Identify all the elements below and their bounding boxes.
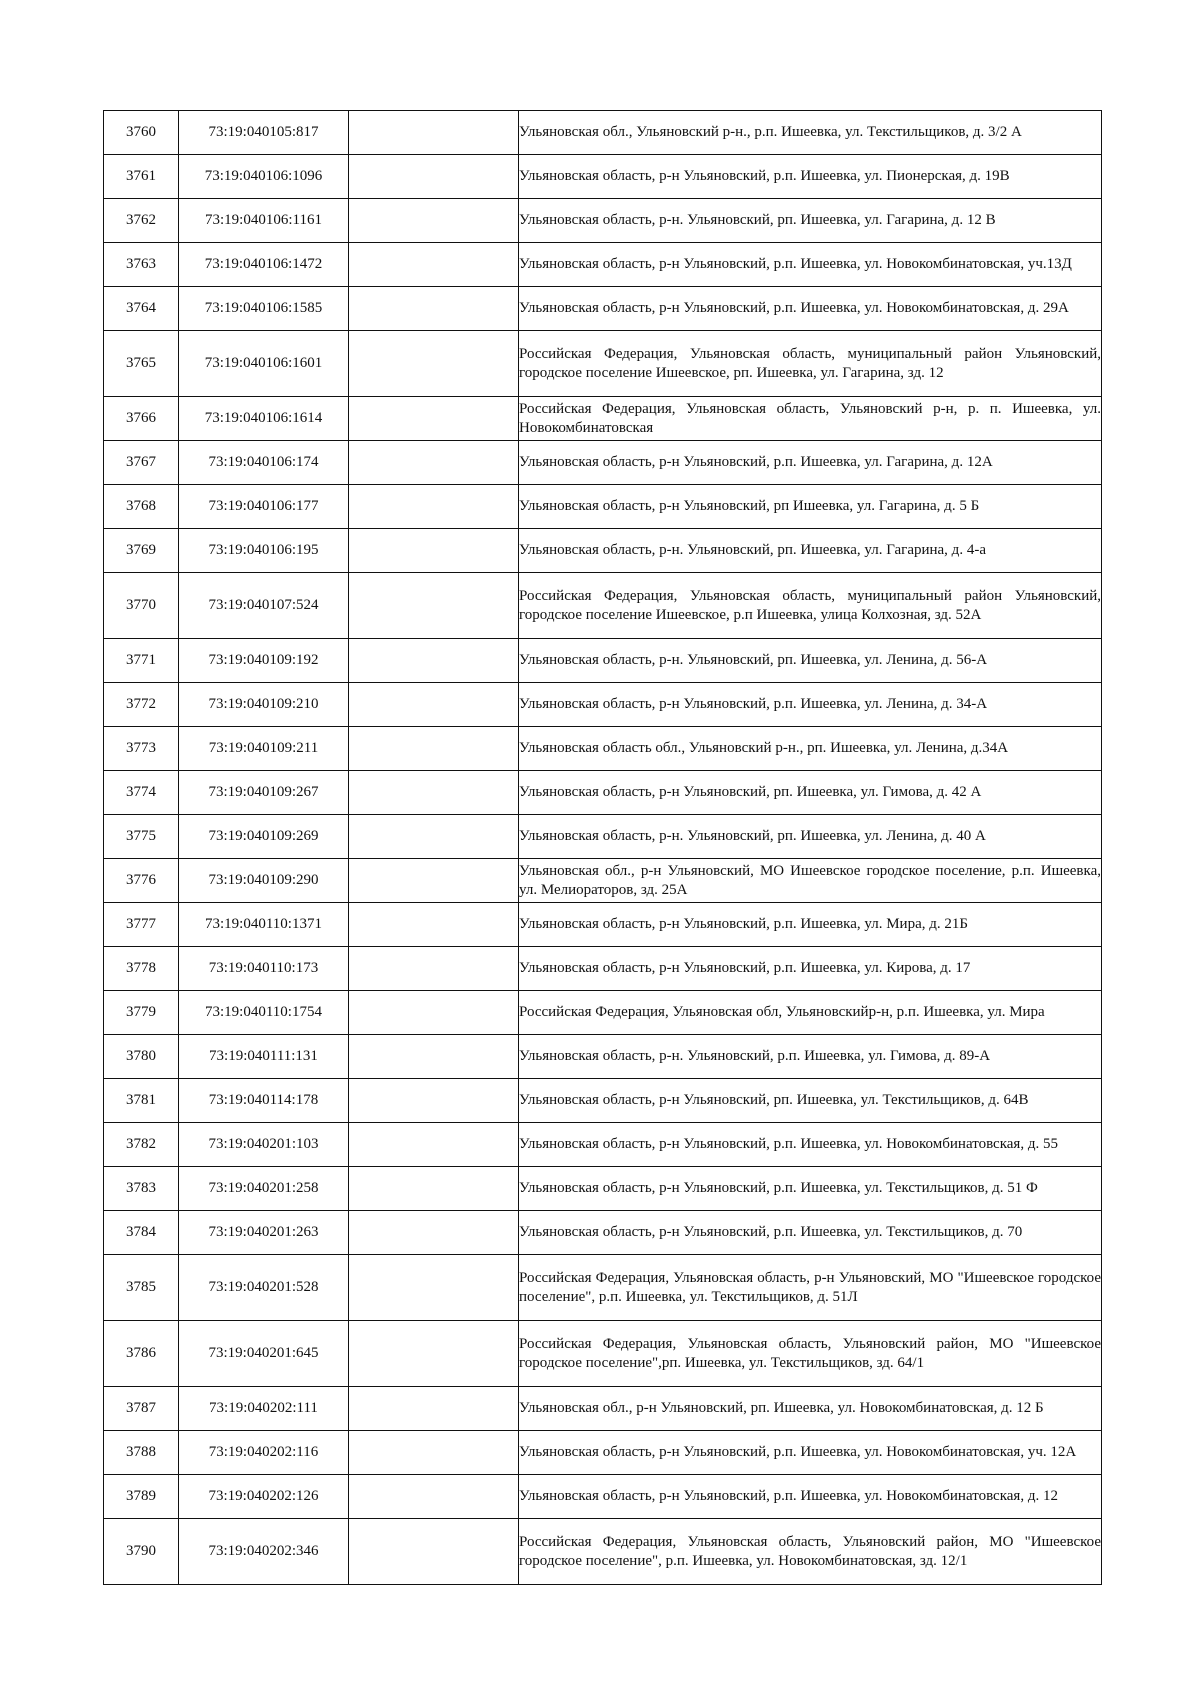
extra-info	[349, 529, 519, 573]
table-row	[104, 111, 1102, 155]
row-number: 3784	[104, 1211, 179, 1255]
row-number: 3767	[104, 441, 179, 485]
address: Российская Федерация, Ульяновская область, муниципальный район Ульяновский, городское поселение Ишеевское, р.п Ишеевка, улица Колхозная, зд. 52А	[519, 573, 1102, 639]
extra-info	[349, 441, 519, 485]
address: Ульяновская область, р-н. Ульяновский, рп. Ишеевка, ул. Гагарина, д. 12 В	[519, 199, 1102, 243]
table-row	[104, 1519, 1102, 1585]
address: Ульяновская область, р-н Ульяновский, р.п. Ишеевка, ул. Новокомбинатовская, уч.13Д	[519, 243, 1102, 287]
row-number: 3779	[104, 991, 179, 1035]
table-row	[104, 1387, 1102, 1431]
table-row	[104, 397, 1102, 441]
address: Ульяновская область, р-н. Ульяновский, р.п. Ишеевка, ул. Гимова, д. 89-А	[519, 1035, 1102, 1079]
cadastral-number: 73:19:040202:126	[179, 1475, 349, 1519]
extra-info	[349, 397, 519, 441]
extra-info	[349, 111, 519, 155]
row-number: 3777	[104, 903, 179, 947]
address: Российская Федерация, Ульяновская обл, Ульяновскийр-н, р.п. Ишеевка, ул. Мира	[519, 991, 1102, 1035]
extra-info	[349, 287, 519, 331]
extra-info	[349, 1255, 519, 1321]
address: Ульяновская область, р-н Ульяновский, р.п. Ишеевка, ул. Пионерская, д. 19В	[519, 155, 1102, 199]
extra-info	[349, 331, 519, 397]
row-number: 3762	[104, 199, 179, 243]
address: Ульяновская область, р-н Ульяновский, рп. Ишеевка, ул. Гимова, д. 42 А	[519, 771, 1102, 815]
address: Ульяновская область, р-н Ульяновский, р.п. Ишеевка, ул. Мира, д. 21Б	[519, 903, 1102, 947]
cadastral-number: 73:19:040109:267	[179, 771, 349, 815]
extra-info	[349, 683, 519, 727]
row-number: 3763	[104, 243, 179, 287]
address: Ульяновская обл., р-н Ульяновский, рп. Ишеевка, ул. Новокомбинатовская, д. 12 Б	[519, 1387, 1102, 1431]
address: Ульяновская область, р-н Ульяновский, р.п. Ишеевка, ул. Новокомбинатовская, д. 12	[519, 1475, 1102, 1519]
cadastral-number: 73:19:040106:195	[179, 529, 349, 573]
extra-info	[349, 727, 519, 771]
cadastral-number: 73:19:040201:103	[179, 1123, 349, 1167]
cadastral-number: 73:19:040106:174	[179, 441, 349, 485]
table-row	[104, 331, 1102, 397]
table-row	[104, 1255, 1102, 1321]
cadastral-number: 73:19:040111:131	[179, 1035, 349, 1079]
extra-info	[349, 1519, 519, 1585]
address: Ульяновская область, р-н Ульяновский, р.п. Ишеевка, ул. Гагарина, д. 12А	[519, 441, 1102, 485]
extra-info	[349, 1035, 519, 1079]
cadastral-number: 73:19:040106:1472	[179, 243, 349, 287]
cadastral-number: 73:19:040109:269	[179, 815, 349, 859]
extra-info	[349, 1123, 519, 1167]
address: Ульяновская область, р-н Ульяновский, р.п. Ишеевка, ул. Кирова, д. 17	[519, 947, 1102, 991]
property-table-body	[104, 111, 1102, 1585]
table-row	[104, 1321, 1102, 1387]
extra-info	[349, 1167, 519, 1211]
cadastral-number: 73:19:040110:1371	[179, 903, 349, 947]
row-number: 3774	[104, 771, 179, 815]
table-row	[104, 1035, 1102, 1079]
row-number: 3787	[104, 1387, 179, 1431]
row-number: 3782	[104, 1123, 179, 1167]
row-number: 3780	[104, 1035, 179, 1079]
address: Российская Федерация, Ульяновская область, муниципальный район Ульяновский, городское поселение Ишеевское, рп. Ишеевка, ул. Гагарина, зд. 12	[519, 331, 1102, 397]
extra-info	[349, 859, 519, 903]
cadastral-number: 73:19:040201:263	[179, 1211, 349, 1255]
address: Ульяновская область, р-н Ульяновский, рп. Ишеевка, ул. Текстильщиков, д. 64В	[519, 1079, 1102, 1123]
cadastral-number: 73:19:040106:177	[179, 485, 349, 529]
extra-info	[349, 573, 519, 639]
property-table	[103, 110, 1102, 1585]
extra-info	[349, 1321, 519, 1387]
address: Российская Федерация, Ульяновская область, Ульяновский р-н, р. п. Ишеевка, ул. Новокомбинатовская	[519, 397, 1102, 441]
address: Ульяновская область, р-н Ульяновский, р.п. Ишеевка, ул. Новокомбинатовская, уч. 12А	[519, 1431, 1102, 1475]
extra-info	[349, 1079, 519, 1123]
extra-info	[349, 903, 519, 947]
extra-info	[349, 639, 519, 683]
table-row	[104, 441, 1102, 485]
cadastral-number: 73:19:040105:817	[179, 111, 349, 155]
extra-info	[349, 243, 519, 287]
row-number: 3785	[104, 1255, 179, 1321]
table-row	[104, 991, 1102, 1035]
cadastral-number: 73:19:040106:1096	[179, 155, 349, 199]
address: Ульяновская область, р-н Ульяновский, рп Ишеевка, ул. Гагарина, д. 5 Б	[519, 485, 1102, 529]
extra-info	[349, 771, 519, 815]
row-number: 3781	[104, 1079, 179, 1123]
row-number: 3768	[104, 485, 179, 529]
cadastral-number: 73:19:040109:211	[179, 727, 349, 771]
cadastral-number: 73:19:040202:116	[179, 1431, 349, 1475]
address: Ульяновская область, р-н Ульяновский, р.п. Ишеевка, ул. Новокомбинатовская, д. 29А	[519, 287, 1102, 331]
extra-info	[349, 1475, 519, 1519]
table-row	[104, 1167, 1102, 1211]
address: Ульяновская область, р-н Ульяновский, р.п. Ишеевка, ул. Ленина, д. 34-А	[519, 683, 1102, 727]
cadastral-number: 73:19:040106:1585	[179, 287, 349, 331]
address: Ульяновская область, р-н. Ульяновский, рп. Ишеевка, ул. Гагарина, д. 4-а	[519, 529, 1102, 573]
table-row	[104, 639, 1102, 683]
cadastral-number: 73:19:040114:178	[179, 1079, 349, 1123]
extra-info	[349, 1211, 519, 1255]
address: Российская Федерация, Ульяновская область, р-н Ульяновский, МО "Ишеевское городское поселение", р.п. Ишеевка, ул. Текстильщиков, д. 51Л	[519, 1255, 1102, 1321]
address: Ульяновская обл., Ульяновский р-н., р.п. Ишеевка, ул. Текстильщиков, д. 3/2 А	[519, 111, 1102, 155]
extra-info	[349, 199, 519, 243]
row-number: 3776	[104, 859, 179, 903]
row-number: 3786	[104, 1321, 179, 1387]
table-row	[104, 485, 1102, 529]
table-row	[104, 1079, 1102, 1123]
row-number: 3764	[104, 287, 179, 331]
table-row	[104, 155, 1102, 199]
cadastral-number: 73:19:040107:524	[179, 573, 349, 639]
address: Ульяновская область, р-н Ульяновский, р.п. Ишеевка, ул. Текстильщиков, д. 51 Ф	[519, 1167, 1102, 1211]
table-row	[104, 243, 1102, 287]
row-number: 3783	[104, 1167, 179, 1211]
cadastral-number: 73:19:040201:258	[179, 1167, 349, 1211]
table-row	[104, 1475, 1102, 1519]
address: Ульяновская область обл., Ульяновский р-н., рп. Ишеевка, ул. Ленина, д.34А	[519, 727, 1102, 771]
cadastral-number: 73:19:040106:1161	[179, 199, 349, 243]
address: Ульяновская область, р-н. Ульяновский, рп. Ишеевка, ул. Ленина, д. 56-А	[519, 639, 1102, 683]
cadastral-number: 73:19:040110:1754	[179, 991, 349, 1035]
table-row	[104, 815, 1102, 859]
table-row	[104, 727, 1102, 771]
address: Российская Федерация, Ульяновская область, Ульяновский район, МО "Ишеевское городское поселение",рп. Ишеевка, ул. Текстильщиков, зд. 64/1	[519, 1321, 1102, 1387]
row-number: 3760	[104, 111, 179, 155]
table-row	[104, 573, 1102, 639]
table-row	[104, 903, 1102, 947]
cadastral-number: 73:19:040201:528	[179, 1255, 349, 1321]
row-number: 3772	[104, 683, 179, 727]
address: Российская Федерация, Ульяновская область, Ульяновский район, МО "Ишеевское городское поселение", р.п. Ишеевка, ул. Новокомбинатовская, зд. 12/1	[519, 1519, 1102, 1585]
row-number: 3789	[104, 1475, 179, 1519]
row-number: 3769	[104, 529, 179, 573]
table-row	[104, 529, 1102, 573]
cadastral-number: 73:19:040109:210	[179, 683, 349, 727]
row-number: 3765	[104, 331, 179, 397]
row-number: 3775	[104, 815, 179, 859]
table-row	[104, 683, 1102, 727]
row-number: 3778	[104, 947, 179, 991]
cadastral-number: 73:19:040202:111	[179, 1387, 349, 1431]
extra-info	[349, 485, 519, 529]
row-number: 3761	[104, 155, 179, 199]
address: Ульяновская область, р-н Ульяновский, р.п. Ишеевка, ул. Текстильщиков, д. 70	[519, 1211, 1102, 1255]
address: Ульяновская область, р-н Ульяновский, р.п. Ишеевка, ул. Новокомбинатовская, д. 55	[519, 1123, 1102, 1167]
cadastral-number: 73:19:040106:1614	[179, 397, 349, 441]
table-row	[104, 859, 1102, 903]
row-number: 3788	[104, 1431, 179, 1475]
table-row	[104, 947, 1102, 991]
row-number: 3771	[104, 639, 179, 683]
cadastral-number: 73:19:040109:192	[179, 639, 349, 683]
table-row	[104, 771, 1102, 815]
cadastral-number: 73:19:040202:346	[179, 1519, 349, 1585]
table-row	[104, 1211, 1102, 1255]
row-number: 3770	[104, 573, 179, 639]
table-row	[104, 1123, 1102, 1167]
row-number: 3773	[104, 727, 179, 771]
extra-info	[349, 815, 519, 859]
cadastral-number: 73:19:040110:173	[179, 947, 349, 991]
row-number: 3790	[104, 1519, 179, 1585]
address: Ульяновская область, р-н. Ульяновский, рп. Ишеевка, ул. Ленина, д. 40 А	[519, 815, 1102, 859]
extra-info	[349, 1431, 519, 1475]
extra-info	[349, 1387, 519, 1431]
table-row	[104, 287, 1102, 331]
extra-info	[349, 155, 519, 199]
table-row	[104, 1431, 1102, 1475]
address: Ульяновская обл., р-н Ульяновский, МО Ишеевское городское поселение, р.п. Ишеевка, ул. Мелиораторов, зд. 25А	[519, 859, 1102, 903]
cadastral-number: 73:19:040106:1601	[179, 331, 349, 397]
extra-info	[349, 991, 519, 1035]
row-number: 3766	[104, 397, 179, 441]
cadastral-number: 73:19:040201:645	[179, 1321, 349, 1387]
extra-info	[349, 947, 519, 991]
cadastral-number: 73:19:040109:290	[179, 859, 349, 903]
table-row	[104, 199, 1102, 243]
